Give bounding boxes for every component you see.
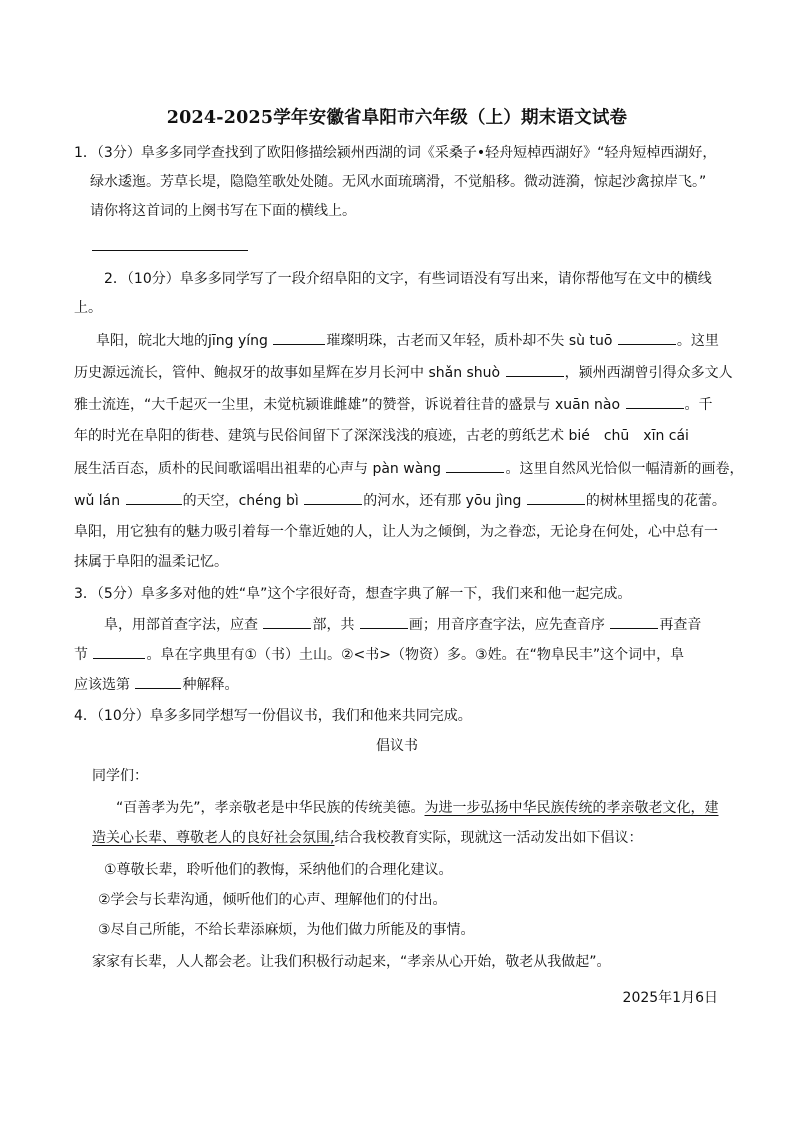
page-title: 2024-2025学年安徽省阜阳市六年级（上）期末语文试卷 xyxy=(166,108,628,128)
q3-text: 种解释。 xyxy=(182,677,239,693)
q2-para-line-8: 抹属于阜阳的温柔记忆。 xyxy=(74,554,228,570)
q2-text: 雅士流连，“大千起灭一尘里，未觉杭颍谁雌雄”的赞誉，诉说着往昔的盛景与 xuān nào xyxy=(74,397,621,413)
proposal-item-3: ③尽自己所能，不给长辈添麻烦，为他们做力所能及的事情。 xyxy=(98,922,475,938)
q3-blank-initial[interactable] xyxy=(610,614,658,629)
q2-text: 的树林里摇曳的花蕾。 xyxy=(585,493,726,509)
q2-para-line-5 xyxy=(74,458,744,479)
q3-text: 再查音 xyxy=(659,617,702,633)
q2-line-1: 2．（10分）阜多多同学写了一段介绍阜阳的文字，有些词语没有写出来，请你帮他写在文中的横线 xyxy=(104,271,712,287)
q2-text: 展生活百态，质朴的民间歌谣唱出祖辈的心声与 pàn wàng xyxy=(74,461,442,477)
q2-text: ，颍州西湖曾引得众多文人 xyxy=(564,365,733,381)
q3-blank-meaning[interactable] xyxy=(135,674,181,689)
q4-line-1: 4．（10分）阜多多同学想写一份倡议书，我们和他来共同完成。 xyxy=(74,708,472,724)
proposal-date: 2025年1月6日 xyxy=(622,990,718,1006)
q2-blank-youjing[interactable] xyxy=(527,490,585,505)
q2-text: 的河水，还有那 yōu jìng xyxy=(363,493,522,509)
q2-text: wǔ lán xyxy=(74,493,121,509)
proposal-text: “百善孝为先”，孝亲敬老是中华民族的传统美德。 xyxy=(116,800,425,816)
q3-text: 应该选第 xyxy=(74,677,130,693)
q3-text: 阜，用部首查字法，应查 xyxy=(104,617,258,633)
q1-line-1: 1．（3分）阜多多同学查找到了欧阳修描绘颍州西湖的词《采桑子•轻舟短棹西湖好》“轻舟短棹西湖好， xyxy=(74,145,717,161)
q3-blank-radical[interactable] xyxy=(263,614,311,629)
q3-text: 画；用音序查字法，应先查音序 xyxy=(408,617,605,633)
q2-blank-xuannao[interactable] xyxy=(626,394,684,409)
proposal-underlined-text: 为进一步弘扬中华民族传统的孝亲敬老文化，建 xyxy=(424,800,719,816)
proposal-greeting: 同学们： xyxy=(92,768,148,784)
q2-text: 。千 xyxy=(684,397,713,413)
proposal-para-line-2 xyxy=(92,828,752,848)
q3-text: 部，共 xyxy=(312,617,355,633)
q2-blank-jingying[interactable] xyxy=(273,330,325,345)
q3-blank-syllable[interactable] xyxy=(93,644,145,659)
q2-line-2: 上。 xyxy=(74,300,102,316)
proposal-heading: 倡议书 xyxy=(376,738,418,754)
q1-line-2: 绿水逶迤。芳草长堤，隐隐笙歌处处随。无风水面琉璃滑，不觉船移。微动涟漪，惊起沙禽掠岸飞。” xyxy=(90,174,707,190)
q1-line-3: 请你将这首词的上阕书写在下面的横线上。 xyxy=(90,203,356,219)
q2-text: 。这里 xyxy=(676,333,719,349)
q1-answer-line[interactable] xyxy=(92,250,248,251)
q2-blank-sutuo[interactable] xyxy=(618,330,676,345)
q2-para-line-1 xyxy=(96,330,756,351)
proposal-item-1: ①尊敬长辈，聆听他们的教悔，采纳他们的合理化建议。 xyxy=(104,862,453,878)
q3-blank-strokes[interactable] xyxy=(360,614,408,629)
q3-text: 节 xyxy=(74,647,88,663)
proposal-para-line-1 xyxy=(116,798,776,818)
q2-para-line-7: 阜阳，用它独有的魅力吸引着每一个靠近她的人，让人为之倾倒，为之眷恋，无论身在何处，心中总有一 xyxy=(74,524,718,540)
q2-para-line-4: 年的时光在阜阳的街巷、建筑与民俗间留下了深深浅浅的痕迹，古老的剪纸艺术 bié chū xīn cái xyxy=(74,428,689,444)
q3-line-1: 3．（5分）阜多多对他的姓“阜”这个字很好奇，想查字典了解一下，我们来和他一起完成。 xyxy=(74,586,632,602)
q3-text: 。阜在字典里有①（书）土山。②<书>（物资）多。③姓。在“物阜民丰”这个词中，阜 xyxy=(146,647,685,663)
q2-text: 阜阳，皖北大地的jīng yíng xyxy=(96,333,268,349)
q2-text: 璀璨明珠，古老而又年轻，质朴却不失 sù tuō xyxy=(326,333,613,349)
proposal-underlined-text: 造关心长辈、尊敬老人的良好社会氛围, xyxy=(92,830,335,846)
q3-para-line-1 xyxy=(104,614,764,635)
q2-para-line-6 xyxy=(74,490,734,511)
q2-blank-shanshuo[interactable] xyxy=(506,362,564,377)
q2-text: 。这里自然风光恰似一幅清新的画卷， xyxy=(505,461,744,477)
q2-text: 历史源远流长，管仲、鲍叔牙的故事如星辉在岁月长河中 shǎn shuò xyxy=(74,365,501,381)
proposal-text: 结合我校教育实际，现就这一活动发出如下倡议： xyxy=(334,830,643,846)
q2-blank-panwang[interactable] xyxy=(446,458,504,473)
q2-para-line-3 xyxy=(74,394,734,415)
q3-para-line-3 xyxy=(74,674,734,695)
q3-para-line-2 xyxy=(74,644,734,665)
q2-blank-wulan[interactable] xyxy=(126,490,182,505)
proposal-closing: 家家有长辈，人人都会老。让我们积极行动起来，“孝亲从心开始，敬老从我做起”。 xyxy=(92,954,611,970)
q2-para-line-2 xyxy=(74,362,734,383)
q2-text: 的天空，chéng bì xyxy=(182,493,299,509)
q2-blank-chengbi[interactable] xyxy=(304,490,362,505)
proposal-item-2: ②学会与长辈沟通，倾听他们的心声、理解他们的付出。 xyxy=(98,892,447,908)
